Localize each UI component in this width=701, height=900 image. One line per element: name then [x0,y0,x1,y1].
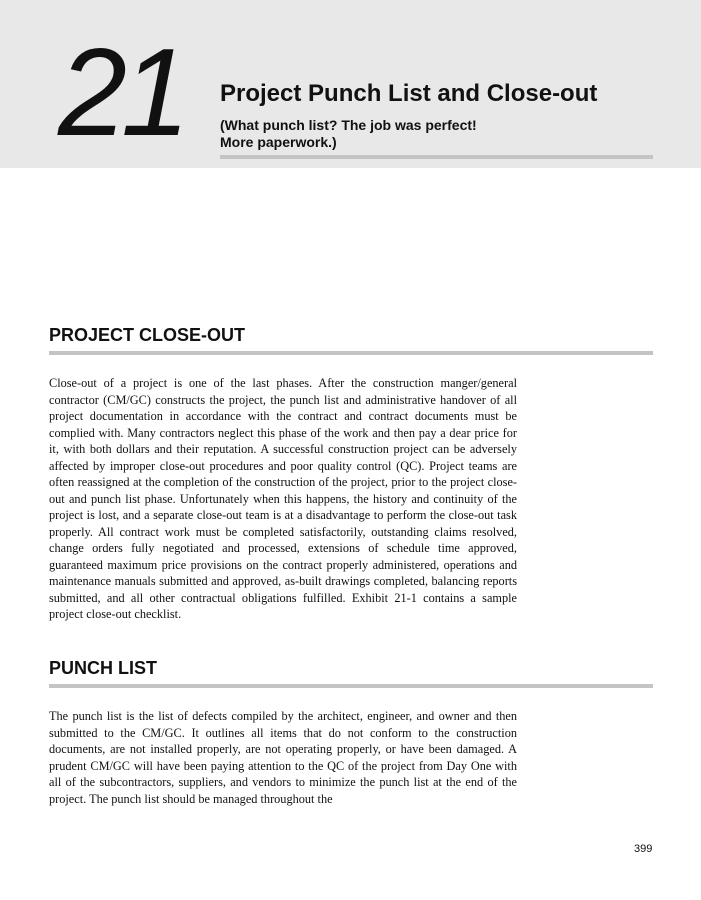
section-heading-close-out: PROJECT CLOSE-OUT [49,325,246,345]
section-rule-close-out [49,351,653,355]
chapter-subtitle: (What punch list? The job was perfect! More paperwork.) [220,117,477,150]
section-heading-punch-list: PUNCH LIST [49,658,157,678]
section-rule-punch-list [49,684,653,688]
paragraph-close-out: Close-out of a project is one of the last phases. After the construction manger/general contractor (CM/GC) constructs the project, the punch list and administrative handover of all project documentation in accordance with the contract and contract documents must be complied with. Many contractors neglect this phase of the work and then pay a dear price for it, with both dollars and their reputation. A successful construction project can be adversely affected by improper close-out procedures and poor quality control (QC). Project teams are often reassigned at the completion of the construction of the project, prior to the project close-out and punch list phase. Unfortunately when this happens, the history and continuity of the project is lost, and a separate close-out team is at a disadvantage to perform the close-out task properly. All contract work must be completed satisfactorily, outstanding claims resolved, change orders fully negotiated and processed, extensions of schedule time approved, guaranteed maximum price provisions on the contract properly administered, operations and maintenance manuals submitted and approved, as-built drawings completed, balancing reports submitted, and all other contractual obligations fulfilled. Exhibit 21-1 contains a sample project close-out checklist. [49,376,517,621]
chapter-header [0,0,701,168]
paragraph-punch-list: The punch list is the list of defects compiled by the architect, engineer, and owner and then submitted to the CM/GC. It outlines all items that do not conform to the construction documents, are not installed properly, are not operating properly, or have been damaged. A prudent CM/GC will have been paying attention to the QC of the project from Day One with all of the subcontractors, suppliers, and vendors to minimize the punch list at the end of the project. The punch list should be managed throughout the [49,709,517,806]
chapter-number: 21 [58,24,184,162]
chapter-title-rule [220,155,653,159]
page-number: 399 [634,843,653,855]
chapter-title: Project Punch List and Close-out [220,80,598,107]
